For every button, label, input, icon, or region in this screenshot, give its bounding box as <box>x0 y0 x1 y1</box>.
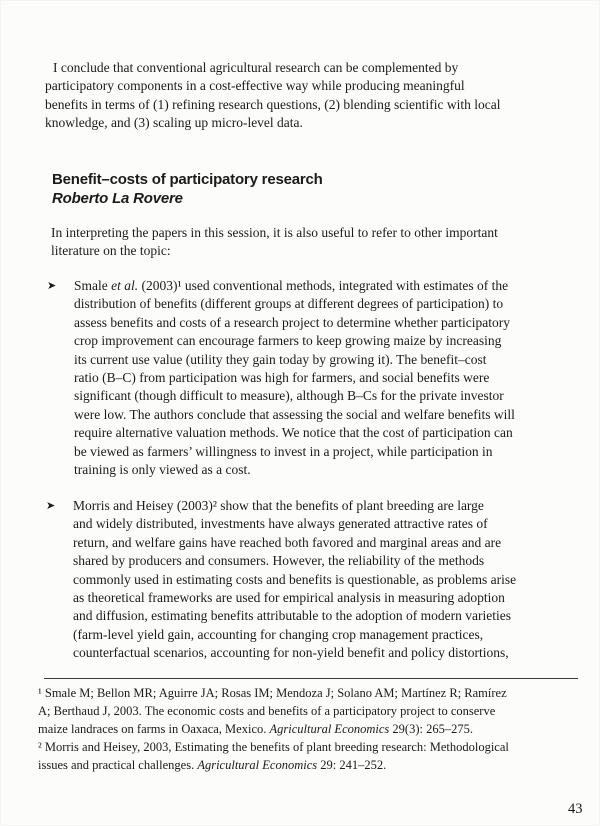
footnote-separator <box>44 678 578 679</box>
text-line: Morris and Heisey (2003)² show that the benefits of plant breeding are large <box>73 498 484 513</box>
footnotes <box>38 684 509 774</box>
text-line: and diffusion, estimating benefits attributable to the adoption of modern varieties <box>73 608 512 624</box>
text-line: shared by producers and consumers. However, the reliability of the methods <box>73 553 485 569</box>
text-line: counterfactual scenarios, accounting for non-yield benefit and policy distortions, <box>73 645 509 661</box>
footnote-1-line: maize landraces on farms in Oaxaca, Mexico. Agricultural Economics 29(3): 265–275. <box>38 722 473 736</box>
text-line: benefits in terms of (1) refining research questions, (2) blending scientific with local <box>45 96 501 112</box>
section-heading <box>52 171 323 208</box>
lead-paragraph <box>51 224 498 261</box>
section-title: Benefit–costs of participatory research <box>52 171 323 188</box>
text-line: (farm-level yield gain, accounting for changing crop management practices, <box>73 626 484 642</box>
text-line: commonly used in estimating costs and benefits is questionable, as problems arise <box>73 571 517 587</box>
text-line: knowledge, and (3) scaling up micro-level data. <box>45 115 303 131</box>
text-line: require alternative valuation methods. We notice that the cost of participation can <box>74 425 513 441</box>
text-line: as theoretical frameworks are used for empirical analysis in measuring adoption <box>73 590 505 606</box>
text-line: ratio (B–C) from participation was high for farmers, and social benefits were <box>74 370 490 386</box>
bullet-body <box>74 277 515 479</box>
bullet-body <box>73 497 516 663</box>
text-line: training is only viewed as a cost. <box>74 462 251 478</box>
footnote-1-line: A; Berthaud J, 2003. The economic costs and benefits of a participatory project to conserve <box>38 704 496 718</box>
arrowhead-bullet-icon: ➤ <box>46 499 56 512</box>
page-number: 43 <box>568 801 583 817</box>
arrowhead-bullet-icon: ➤ <box>47 279 57 292</box>
text-line: its current use value (utility they gain today by growing it). The benefit–cost <box>74 351 487 367</box>
intro-paragraph <box>45 59 501 133</box>
text-line: literature on the topic: <box>51 243 171 259</box>
text-line: Smale et al. (2003)¹ used conventional methods, integrated with estimates of the <box>74 278 509 293</box>
text-line: were low. The authors conclude that assessing the social and welfare benefits will <box>74 406 515 422</box>
text-line: significant (though difficult to measure), although B–Cs for the private investor <box>74 388 504 404</box>
text-line: participatory components in a cost-effective way while producing meaningful <box>45 78 465 94</box>
text-line: assess benefits and costs of a research project to determine whether participatory <box>74 314 510 330</box>
bullet-item-smale <box>47 277 515 479</box>
text-line: crop improvement can encourage farmers to keep growing maize by increasing <box>74 333 502 349</box>
text-line: I conclude that conventional agricultural research can be complemented by <box>53 60 459 75</box>
section-author: Roberto La Rovere <box>52 189 183 207</box>
footnote-2-line: issues and practical challenges. Agricultural Economics 29: 241–252. <box>38 758 387 772</box>
text-line: be viewed as farmers’ willingness to invest in a project, while participation in <box>74 443 493 459</box>
text-line: and widely distributed, investments have always generated attractive rates of <box>73 516 488 532</box>
text-line: distribution of benefits (different groups at different degrees of participation) to <box>74 296 504 312</box>
bullet-item-morris <box>46 497 516 663</box>
footnote-1-line: ¹ Smale M; Bellon MR; Aguirre JA; Rosas IM; Mendoza J; Solano AM; Martínez R; Ramírez <box>38 686 507 700</box>
text-line: return, and welfare gains have reached both favored and marginal areas and are <box>73 534 502 550</box>
text-line: In interpreting the papers in this session, it is also useful to refer to other important <box>51 225 498 240</box>
footnote-2-line: ² Morris and Heisey, 2003, Estimating the benefits of plant breeding research: Methodological <box>38 740 509 754</box>
